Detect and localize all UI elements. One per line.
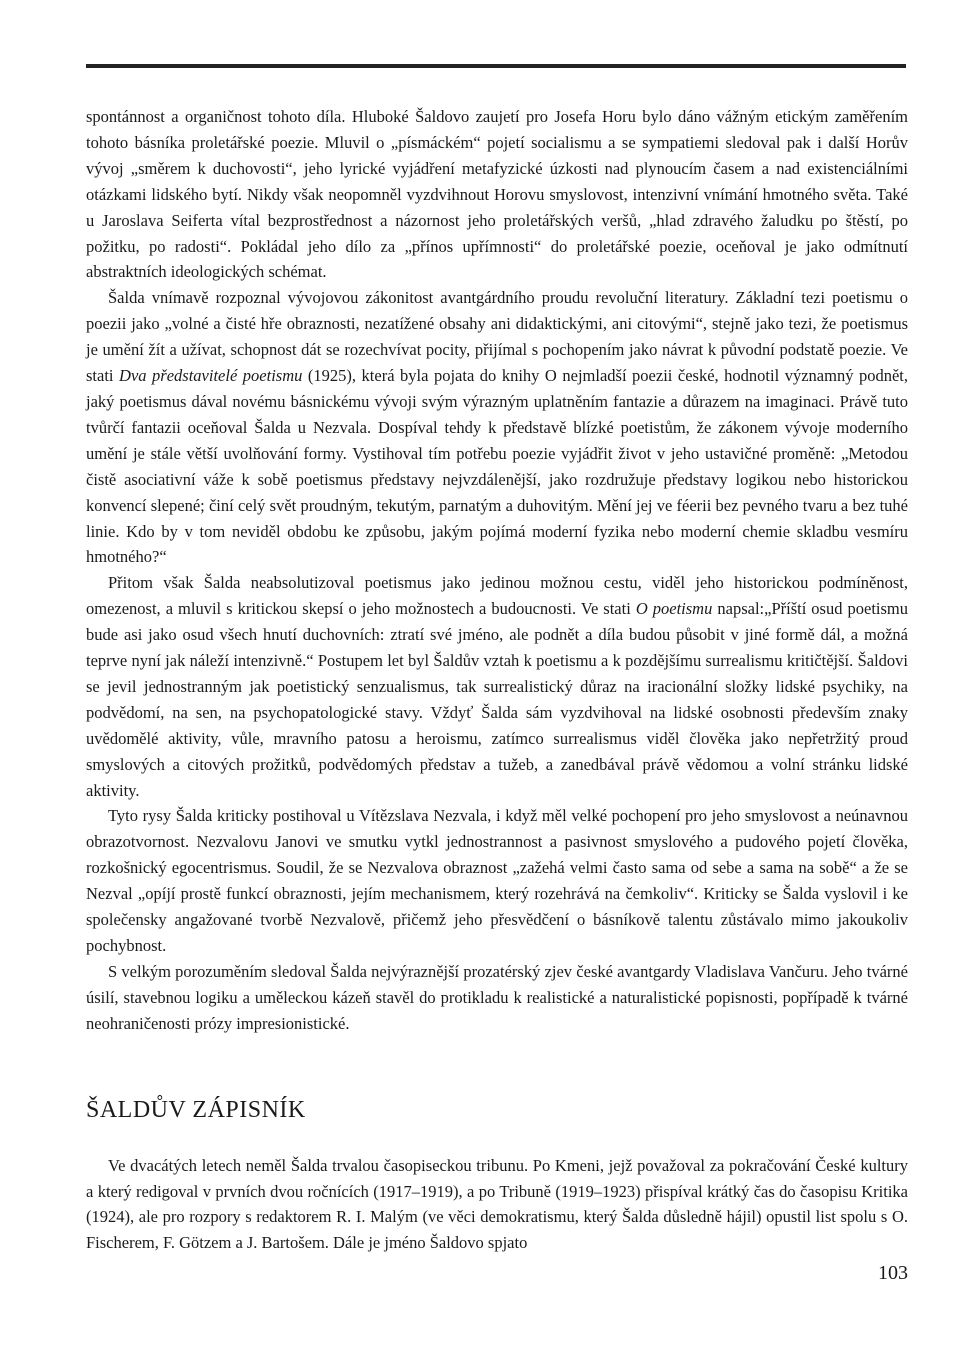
- text-run: Ve dvacátých letech neměl Šalda trvalou časopiseckou tribunu. Po Kmeni, jejž považoval za pokračování České kultury a který redigoval v prvních dvou ročnících (1917–1919), a po Tribuně (1919–1923) přispíval krátký čas do časopisu Kritika (1924), ale pro rozpory s redaktorem R. I. Malým (ve věci demokratismu, který Šalda důsledně hájil) opustil list spolu s O. Fischerem, F. Götzem a J. Bartošem. Dále je jméno Šaldovo spjato: [86, 1155, 908, 1253]
- text-run: Šalda vnímavě rozpoznal vývojovou zákonitost avantgárdního proudu revoluční literatury. Základní tezi poetismu o poezii jako „volné a čisté hře obraznosti, nezatížené obsahy ani didaktickými, ani citovými“, stejně jako tezi, že poetismus je umění žít a užívat, schopnost dát se rozechvívat pocity, přijímal s pochopením jako návrat k původní podstatě poezie. Ve stati: [86, 288, 908, 386]
- text-run: (1925), která byla pojata do knihy O nejmladší poezii české, hodnotil významný podnět, jaký poetismus dával novému básnickému vývoji svým výrazným uplatněním fantazie a důrazem na imaginaci. Právě tuto tvůrčí fantazii oceňoval Šalda u Nezvala. Dospíval tehdy k představě blízké poetistům, že zákonem vývoje moderního umění je stále větší uvolňování formy. Vystihoval tím potřebu poezie vyjádřit život v jeho ustavičné proměně: „Metodou čistě asociativní váže k sobě poetismus představy nejvzdálenější, jako rozdružuje představy logikou nebo historickou konvencí slepené; činí celý svět proudným, tekutým, parnatým a duhovitým. Mění jej ve féerii bez pevného tvaru a bez tuhé linie. Kdo by v tom neviděl obdobu ke způsobu, jakým pojímá moderní fyzika nebo moderní chemie skladbu vesmíru hmotného?“: [86, 366, 908, 567]
- header-rule: [86, 64, 906, 68]
- text-run: Přitom však Šalda neabsolutizoval poetismus jako jedinou možnou cestu, viděl jeho historickou podmíněnost, omezenost, a mluvil s kritickou skepsí o jeho možnostech a budoucnosti. Ve stati: [86, 573, 908, 619]
- paragraph-s1: [86, 1153, 908, 1257]
- section-heading: ŠALDŮV ZÁPISNÍK: [86, 1096, 306, 1123]
- text-run: S velkým porozuměním sledoval Šalda nejvýraznější prozatérský zjev české avantgardy Vladislava Vančuru. Jeho tvárné úsilí, stavebnou logiku a uměleckou kázeň stavěl do protikladu k realistické a naturalistické popisnosti, popřípadě k tvárné neohraničenosti prózy impresionistické.: [86, 961, 908, 1033]
- paragraph-p5: [86, 959, 908, 1037]
- italic-title: O poetismu: [635, 599, 713, 619]
- paragraph-p3: [86, 570, 908, 803]
- italic-title: Dva představitelé poetismu: [119, 366, 303, 386]
- page-body: [86, 104, 908, 1256]
- text-run: Tyto rysy Šalda kriticky postihoval u Vítězslava Nezvala, i když měl velké pochopení pro jeho smyslovost a neúnavnou obrazotvornost. Nezvalovu Janovi ve smutku vytkl jednostrannost a pasivnost smyslového a pudového pojetí člověka, rozkošnický egocentrismus. Soudil, že se Nezvalova obraznost „zažehá velmi často sama od sebe a sama na sobě“ a že se Nezval „opíjí prostě funkcí obraznosti, jejím mechanismem, který rozehrává na čemkoliv“. Kriticky se Šalda vyslovil i ke společensky angažované tvorbě Nezvalově, přičemž jeho přesvědčení o básníkově talentu zůstávalo mimo jakoukoliv pochybnost.: [86, 806, 908, 955]
- text-run: napsal:„Příští osud poetismu bude asi jako osud všech hnutí duchovních: ztratí své jméno, ale podnět a díla budou působit v jiné formě dál, a možná teprve nyní jak náleží intenzivně.“ Postupem let byl Šaldův vztah k poetismu a k pozdějšímu surrealismu kritičtější. Šaldovi se jevil jednostranným jak poetistický senzualismus, tak surrealistický důraz na iracionální složky lidské psychiky, na podvědomí, na sen, na psychopatologické stavy. Vždyť Šalda sám vyzdvihoval na lidské osobnosti především znaky uvědomělé aktivity, vůle, mravního patosu a heroismu, zatímco surrealismus viděl člověka jako nepřetržitý proud smyslových a citových prožitků, podvědomých představ a tužeb, a zanedbával právě vědomou a volní stránku lidské aktivity.: [86, 599, 909, 800]
- paragraph-p2: [86, 285, 908, 570]
- section-text: [86, 1153, 908, 1257]
- main-text: [86, 104, 908, 1037]
- text-run: spontánnost a organičnost tohoto díla. Hluboké Šaldovo zaujetí pro Josefa Horu bylo dáno vážným etickým zaměřením tohoto básníka proletářské poezie. Mluvil o „písmáckém“ pojetí socialismu a se sympatiemi sledoval pak i další Horův vývoj „směrem k duchovosti“, jeho lyrické vyjádření metafyzické úzkosti nad plynoucím časem a nad existenciálními otázkami lidského bytí. Nikdy však neopomněl vyzdvihnout Horovu smyslovost, intenzivní vnímání hmotného světa. Také u Jaroslava Seiferta vítal bezprostřednost a názornost jeho proletářských veršů, „hlad zdravého žaludku po štěstí, po požitku, po radosti“. Pokládal jeho dílo za „přínos upřímnosti“ do proletářské poezie, oceňoval je jako odmítnutí abstraktních ideologických schémat.: [86, 107, 908, 282]
- paragraph-p4: [86, 803, 908, 958]
- page-number: 103: [878, 1262, 908, 1284]
- paragraph-p1: [86, 104, 908, 285]
